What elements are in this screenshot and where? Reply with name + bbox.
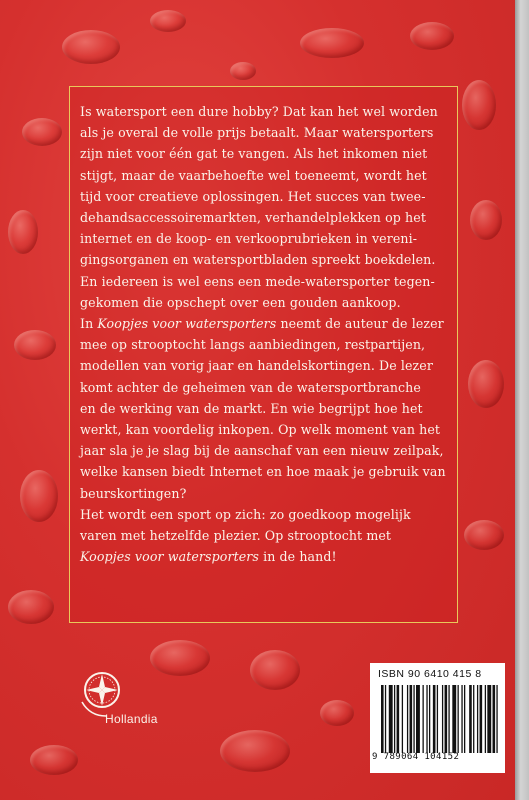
blurb-line: internet en de koop- en verkooprubrieken in vereni- [80, 231, 418, 247]
blurb-line [80, 313, 452, 334]
blurb-line: welke kansen biedt Internet en hoe maak je gebruik van [80, 464, 446, 480]
barcode-bar [477, 685, 478, 753]
book-title-italic: Koopjes voor watersporters [80, 549, 259, 565]
water-drop [468, 360, 504, 408]
ean-digits: 9 789064 104152 [372, 752, 460, 762]
blurb-text-segment: In [80, 316, 98, 332]
barcode-bar [464, 685, 465, 753]
water-drop [470, 200, 502, 240]
barcode-bar [437, 685, 438, 753]
water-drop [22, 118, 62, 146]
water-drop [220, 730, 290, 772]
barcode-bar [385, 685, 386, 753]
barcode-bar [445, 685, 448, 753]
blurb-line: gingsorganen en watersportbladen spreekt boekdelen. [80, 252, 436, 268]
barcode-bar [487, 685, 491, 753]
barcode-bar [493, 685, 496, 753]
blurb-text-segment: neemt de auteur de lezer [276, 316, 444, 332]
barcode-bar [429, 685, 430, 753]
barcode-bar [496, 685, 497, 753]
barcode-bar [442, 685, 443, 753]
water-drop [250, 650, 300, 690]
blurb-line: zijn niet voor één gat te vangen. Als het inkomen niet [80, 146, 428, 162]
blurb-line: jaar sla je je slag bij de aanschaf van een nieuw zeilpak, [80, 443, 444, 459]
water-drop [150, 10, 186, 32]
barcode-bar [473, 685, 474, 753]
barcode-bar [407, 685, 408, 753]
barcode-bar [397, 685, 400, 753]
blurb-line: En iedereen is wel eens een mede-watersporter tegen- [80, 273, 435, 289]
blurb-line: werkt, kan voordelig inkopen. Op welk moment van het [80, 422, 441, 438]
water-drop [320, 700, 354, 726]
book-title-italic: Koopjes voor watersporters [97, 316, 277, 332]
blurb-text [80, 101, 452, 567]
water-drop [230, 62, 256, 80]
isbn-number: ISBN 90 6410 415 8 [378, 668, 482, 680]
blurb-text-segment: in de hand! [258, 549, 337, 565]
water-drop [20, 470, 58, 522]
blurb-line: dehandsaccessoiremarkten, verhandelplekken op het [80, 210, 426, 226]
barcode-bar [389, 685, 393, 753]
blurb-line: varen met hetzelfde plezier. Op strooptocht met [80, 528, 392, 544]
blurb-line [80, 546, 452, 567]
barcode-label [370, 663, 505, 773]
water-drop [462, 80, 496, 130]
page-edge [515, 0, 529, 800]
water-drop [300, 28, 364, 58]
blurb-line: beurskortingen? [80, 485, 187, 501]
barcode-bar [452, 685, 456, 753]
water-drop [410, 22, 454, 50]
water-drop [150, 640, 210, 676]
barcode-bar [485, 685, 486, 753]
water-drop [8, 590, 54, 624]
blurb-line: Is watersport een dure hobby? Dat kan het wel worden [80, 104, 438, 119]
blurb-line: als je overal de volle prijs betaalt. Maar watersporters [80, 125, 434, 141]
water-drop [62, 30, 120, 64]
water-drop [464, 520, 504, 550]
barcode-bar [422, 685, 423, 753]
barcode-bar [410, 685, 413, 753]
blurb-line: komt achter de geheimen van de watersportbranche [80, 379, 421, 395]
barcode-bar [448, 685, 449, 753]
blurb-line: mee op strooptocht langs aanbiedingen, restpartijen, [80, 337, 426, 353]
barcode-bar [426, 685, 427, 753]
barcode-bar [433, 685, 436, 753]
blurb-line: en de werking van de markt. En wie begrijpt hoe het [80, 400, 423, 416]
barcode-bar [416, 685, 420, 753]
blurb-line: Het wordt een sport op zich: zo goedkoop mogelijk [80, 506, 411, 522]
water-drop [14, 330, 56, 360]
barcode-bar [413, 685, 414, 753]
publisher-name: Hollandia [105, 712, 158, 726]
barcode-bar [394, 685, 395, 753]
water-drop [8, 210, 38, 254]
barcode-bar [458, 685, 459, 753]
barcode-bar [402, 685, 403, 753]
water-drop [30, 745, 78, 775]
barcode-bars [381, 685, 499, 753]
blurb-line: modellen van vorig jaar en handelskortingen. De lezer [80, 358, 433, 374]
barcode-bar [469, 685, 472, 753]
blurb-line: stijgt, maar de vaarbehoefte wel toeneemt, wordt het [80, 167, 427, 183]
barcode-bar [381, 685, 384, 753]
barcode-bar [480, 685, 483, 753]
barcode-bar [461, 685, 462, 753]
blurb-line: tijd voor creatieve oplossingen. Het succes van twee- [80, 188, 426, 204]
blurb-line: gekomen die opschept over een gouden aankoop. [80, 294, 401, 310]
